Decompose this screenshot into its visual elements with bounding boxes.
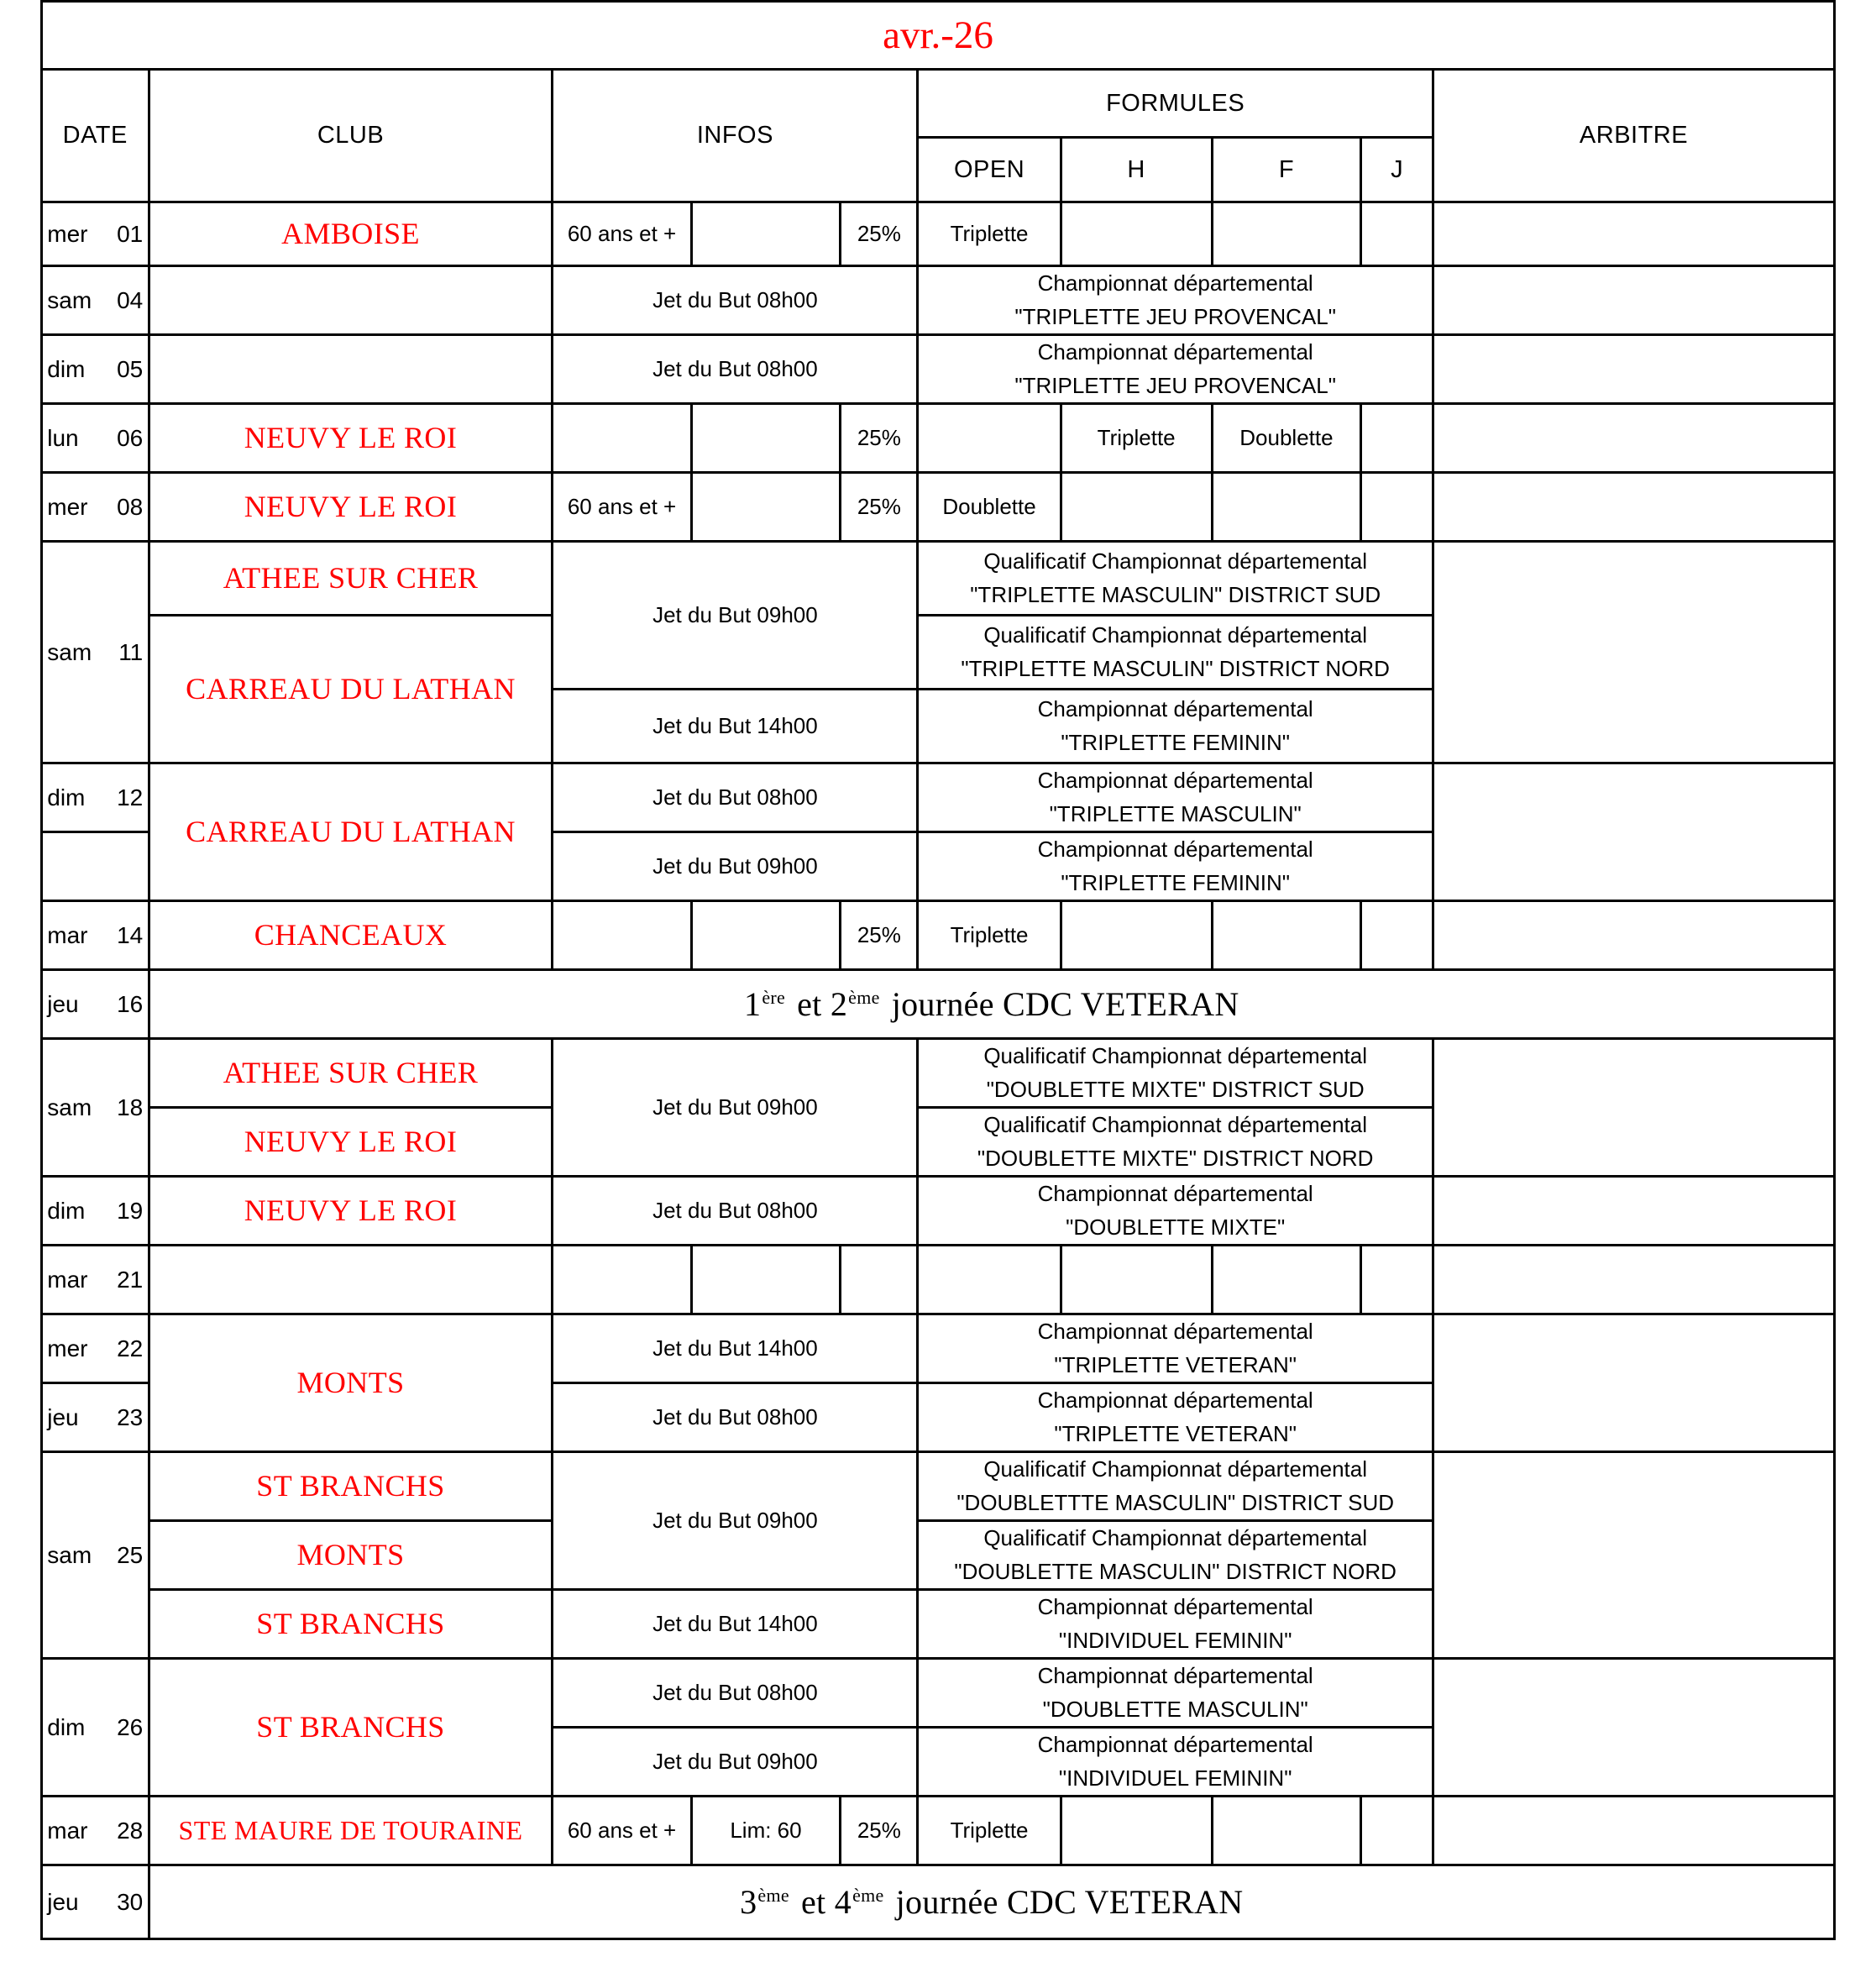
championship-cell (918, 1039, 1433, 1108)
championship-line1: Championnat départemental (1037, 1388, 1313, 1414)
formula-j (1361, 1797, 1433, 1865)
info-age: 60 ans et + (553, 1797, 691, 1865)
formula-h (1061, 901, 1212, 970)
championship-cell (918, 616, 1433, 690)
championship-cell (918, 763, 1433, 832)
championship-line1: Qualificatif Championnat départemental (983, 1525, 1368, 1551)
title-row (42, 2, 1835, 70)
info-limit (691, 901, 841, 970)
table-row (42, 1246, 1835, 1314)
arbitre-cell (1433, 901, 1835, 970)
arbitre-cell (1433, 1797, 1835, 1865)
date-day: 16 (117, 990, 144, 1017)
cdc-ordinal-1: ère (762, 986, 786, 1008)
cdc-number-1: 1 (744, 985, 762, 1024)
date-cell (42, 1246, 149, 1314)
formula-f (1212, 202, 1361, 266)
club-name: ST BRANCHS (149, 1659, 553, 1797)
info-merged: Jet du But 08h00 (553, 1659, 918, 1728)
table-row (42, 473, 1835, 542)
table-row (42, 542, 1835, 616)
table-row (42, 404, 1835, 473)
championship-line2: "DOUBLETTE MIXTE" (1066, 1214, 1286, 1240)
club-name: MONTS (149, 1521, 553, 1590)
championship-line2: "TRIPLETTE JEU PROVENCAL" (1014, 303, 1336, 329)
formula-f: Doublette (1212, 404, 1361, 473)
championship-line2: "INDIVIDUEL FEMININ" (1058, 1765, 1292, 1791)
club-name: NEUVY LE ROI (149, 473, 553, 542)
date-day: 21 (117, 1266, 144, 1293)
cdc-veteran-banner (149, 970, 1834, 1039)
table-row (42, 1797, 1835, 1865)
championship-cell (918, 1590, 1433, 1659)
date-cell (42, 763, 149, 832)
championship-cell (918, 335, 1433, 404)
date-cell (42, 335, 149, 404)
table-row (42, 901, 1835, 970)
info-age (553, 1246, 691, 1314)
championship-line1: Championnat départemental (1037, 1663, 1313, 1689)
date-weekday: sam (47, 1094, 92, 1120)
date-day: 22 (117, 1335, 144, 1361)
championship-cell (918, 1728, 1433, 1797)
championship-cell (918, 542, 1433, 616)
championship-line2: "DOUBLETTE MIXTE" DISTRICT NORD (977, 1145, 1374, 1171)
championship-line1: Championnat départemental (1037, 1732, 1313, 1758)
date-weekday: dim (47, 1713, 86, 1740)
date-day: 18 (117, 1094, 144, 1120)
formula-j (1361, 1246, 1433, 1314)
arbitre-cell (1433, 763, 1835, 901)
date-cell (42, 1797, 149, 1865)
championship-cell (918, 690, 1433, 763)
arbitre-cell (1433, 1039, 1835, 1177)
info-age (553, 404, 691, 473)
date-weekday: mar (47, 921, 88, 948)
championship-line1: Qualificatif Championnat départemental (983, 1456, 1368, 1482)
championship-cell (918, 1177, 1433, 1246)
date-day: 04 (117, 286, 144, 313)
championship-line2: "TRIPLETTE MASCULIN" DISTRICT NORD (961, 655, 1390, 681)
header-date: DATE (42, 70, 149, 202)
formula-open: Triplette (918, 901, 1061, 970)
formula-j (1361, 404, 1433, 473)
header-j: J (1361, 138, 1433, 202)
club-name: NEUVY LE ROI (149, 404, 553, 473)
cdc-conjunction: et (797, 985, 822, 1024)
championship-line2: "TRIPLETTE MASCULIN" DISTRICT SUD (970, 581, 1381, 607)
championship-line2: "DOUBLETTTE MASCULIN" DISTRICT SUD (956, 1489, 1395, 1515)
formula-open (918, 404, 1061, 473)
info-merged: Jet du But 08h00 (553, 763, 918, 832)
championship-cell (918, 1383, 1433, 1452)
date-cell-empty (42, 832, 149, 901)
date-day: 12 (117, 784, 144, 811)
info-merged: Jet du But 08h00 (553, 1177, 918, 1246)
table-row (42, 1659, 1835, 1728)
championship-line2: "TRIPLETTE FEMININ" (1061, 869, 1291, 895)
formula-j (1361, 473, 1433, 542)
header-open: OPEN (918, 138, 1061, 202)
cdc-number-2: 4 (834, 1883, 852, 1922)
cdc-number-2: 2 (830, 985, 848, 1024)
table-row (42, 1177, 1835, 1246)
club-name (149, 266, 553, 335)
date-day: 26 (117, 1713, 144, 1740)
info-percent: 25% (841, 901, 918, 970)
table-row (42, 1314, 1835, 1383)
club-name: CARREAU DU LATHAN (149, 616, 553, 763)
date-weekday: dim (47, 355, 86, 382)
championship-line2: "DOUBLETTE MASCULIN" (1042, 1696, 1308, 1722)
championship-cell (918, 1314, 1433, 1383)
championship-line2: "TRIPLETTE VETERAN" (1054, 1351, 1297, 1377)
formula-h: Triplette (1061, 404, 1212, 473)
header-f: F (1212, 138, 1361, 202)
formula-f (1212, 1797, 1361, 1865)
monthly-calendar-table (40, 0, 1836, 1940)
formula-open: Triplette (918, 1797, 1061, 1865)
header-club: CLUB (149, 70, 553, 202)
date-day: 30 (117, 1888, 144, 1915)
cdc-tail-text: journée CDC VETERAN (895, 1883, 1244, 1922)
formula-open: Triplette (918, 202, 1061, 266)
table-row (42, 1865, 1835, 1939)
date-weekday: sam (47, 638, 92, 665)
championship-line1: Championnat départemental (1037, 1181, 1313, 1207)
club-name (149, 335, 553, 404)
arbitre-cell (1433, 1659, 1835, 1797)
header-infos: INFOS (553, 70, 918, 202)
club-name: NEUVY LE ROI (149, 1108, 553, 1177)
info-limit (691, 1246, 841, 1314)
arbitre-cell (1433, 1452, 1835, 1659)
cdc-tail-text: journée CDC VETERAN (891, 985, 1239, 1024)
table-row (42, 266, 1835, 335)
arbitre-cell (1433, 335, 1835, 404)
championship-cell (918, 1452, 1433, 1521)
date-cell (42, 970, 149, 1039)
date-cell (42, 542, 149, 763)
club-name (149, 1246, 553, 1314)
table-row (42, 335, 1835, 404)
arbitre-cell (1433, 1246, 1835, 1314)
club-name: ST BRANCHS (149, 1452, 553, 1521)
date-weekday: dim (47, 784, 86, 811)
date-weekday: mar (47, 1817, 88, 1844)
championship-line2: "DOUBLETTE MASCULIN" DISTRICT NORD (954, 1558, 1397, 1584)
formula-f (1212, 473, 1361, 542)
date-weekday: lun (47, 424, 79, 451)
cdc-veteran-banner (149, 1865, 1834, 1939)
table-row (42, 970, 1835, 1039)
club-name: CARREAU DU LATHAN (149, 763, 553, 901)
info-age (553, 901, 691, 970)
table-row (42, 202, 1835, 266)
championship-cell (918, 1108, 1433, 1177)
info-limit (691, 473, 841, 542)
championship-line1: Qualificatif Championnat départemental (983, 1112, 1368, 1138)
championship-line1: Championnat départemental (1037, 1319, 1313, 1345)
date-cell (42, 266, 149, 335)
date-day: 28 (117, 1817, 144, 1844)
championship-cell (918, 832, 1433, 901)
month-title: avr.-26 (42, 2, 1835, 70)
date-day: 11 (118, 638, 144, 665)
cdc-number-1: 3 (740, 1883, 757, 1922)
formula-h (1061, 473, 1212, 542)
info-percent: 25% (841, 202, 918, 266)
championship-line1: Championnat départemental (1037, 837, 1313, 863)
championship-line1: Qualificatif Championnat départemental (983, 622, 1368, 648)
info-merged: Jet du But 09h00 (553, 542, 918, 690)
championship-line2: "DOUBLETTE MIXTE" DISTRICT SUD (986, 1076, 1365, 1102)
formula-open (918, 1246, 1061, 1314)
date-weekday: dim (47, 1197, 86, 1224)
championship-line1: Qualificatif Championnat départemental (983, 548, 1368, 574)
cdc-conjunction: et (800, 1883, 826, 1922)
championship-line1: Championnat départemental (1037, 1594, 1313, 1620)
info-percent (841, 1246, 918, 1314)
info-percent: 25% (841, 404, 918, 473)
formula-h (1061, 1797, 1212, 1865)
championship-cell (918, 266, 1433, 335)
championship-line2: "INDIVIDUEL FEMININ" (1058, 1627, 1292, 1653)
table-row (42, 1039, 1835, 1108)
championship-line1: Championnat départemental (1037, 270, 1313, 296)
info-limit (691, 404, 841, 473)
formula-f (1212, 1246, 1361, 1314)
header-arbitre: ARBITRE (1433, 70, 1835, 202)
arbitre-cell (1433, 1177, 1835, 1246)
formula-j (1361, 202, 1433, 266)
championship-line1: Qualificatif Championnat départemental (983, 1043, 1368, 1069)
date-weekday: jeu (47, 1888, 79, 1915)
table-row (42, 763, 1835, 832)
date-day: 23 (117, 1403, 144, 1430)
date-cell (42, 1039, 149, 1177)
date-cell (42, 1314, 149, 1383)
header-h: H (1061, 138, 1212, 202)
date-cell (42, 1865, 149, 1939)
arbitre-cell (1433, 266, 1835, 335)
date-weekday: jeu (47, 990, 79, 1017)
info-merged: Jet du But 09h00 (553, 1452, 918, 1590)
championship-cell (918, 1521, 1433, 1590)
championship-cell (918, 1659, 1433, 1728)
formula-h (1061, 1246, 1212, 1314)
date-weekday: jeu (47, 1403, 79, 1430)
info-limit (691, 202, 841, 266)
info-age: 60 ans et + (553, 202, 691, 266)
date-day: 19 (117, 1197, 144, 1224)
info-merged: Jet du But 08h00 (553, 266, 918, 335)
info-merged: Jet du But 14h00 (553, 690, 918, 763)
header-row-primary (42, 70, 1835, 138)
header-formules: FORMULES (918, 70, 1433, 138)
cdc-ordinal-2: ème (848, 986, 880, 1008)
date-weekday: sam (47, 1541, 92, 1568)
cdc-ordinal-2: ème (852, 1885, 884, 1907)
date-weekday: mer (47, 493, 88, 520)
info-merged: Jet du But 08h00 (553, 1383, 918, 1452)
date-cell (42, 202, 149, 266)
info-merged: Jet du But 09h00 (553, 832, 918, 901)
club-name: MONTS (149, 1314, 553, 1452)
date-weekday: mar (47, 1266, 88, 1293)
club-name: CHANCEAUX (149, 901, 553, 970)
club-name: ST BRANCHS (149, 1590, 553, 1659)
championship-line1: Championnat départemental (1037, 768, 1313, 794)
championship-line1: Championnat départemental (1037, 696, 1313, 722)
date-cell (42, 1452, 149, 1659)
table-row (42, 1452, 1835, 1521)
arbitre-cell (1433, 1314, 1835, 1452)
club-name: NEUVY LE ROI (149, 1177, 553, 1246)
info-percent: 25% (841, 1797, 918, 1865)
club-name: STE MAURE DE TOURAINE (149, 1797, 553, 1865)
date-cell (42, 473, 149, 542)
date-weekday: sam (47, 286, 92, 313)
info-merged: Jet du But 09h00 (553, 1728, 918, 1797)
date-day: 06 (117, 424, 144, 451)
date-weekday: mer (47, 220, 88, 247)
arbitre-cell (1433, 473, 1835, 542)
info-limit: Lim: 60 (691, 1797, 841, 1865)
formula-open: Doublette (918, 473, 1061, 542)
championship-line1: Championnat départemental (1037, 339, 1313, 365)
formula-j (1361, 901, 1433, 970)
date-day: 08 (117, 493, 144, 520)
info-merged: Jet du But 14h00 (553, 1314, 918, 1383)
date-weekday: mer (47, 1335, 88, 1361)
info-percent: 25% (841, 473, 918, 542)
championship-line2: "TRIPLETTE MASCULIN" (1049, 800, 1302, 826)
date-cell (42, 901, 149, 970)
club-name: AMBOISE (149, 202, 553, 266)
info-age: 60 ans et + (553, 473, 691, 542)
cdc-ordinal-1: ème (757, 1885, 789, 1907)
arbitre-cell (1433, 404, 1835, 473)
date-cell (42, 1659, 149, 1797)
info-merged: Jet du But 08h00 (553, 335, 918, 404)
date-day: 05 (117, 355, 144, 382)
info-merged: Jet du But 09h00 (553, 1039, 918, 1177)
info-merged: Jet du But 14h00 (553, 1590, 918, 1659)
club-name: ATHEE SUR CHER (149, 542, 553, 616)
formula-h (1061, 202, 1212, 266)
date-day: 14 (117, 921, 144, 948)
arbitre-cell (1433, 202, 1835, 266)
championship-line2: "TRIPLETTE VETERAN" (1054, 1420, 1297, 1446)
championship-line2: "TRIPLETTE FEMININ" (1061, 729, 1291, 755)
arbitre-cell (1433, 542, 1835, 763)
date-day: 01 (117, 220, 144, 247)
date-cell-highlight (42, 404, 149, 473)
formula-f (1212, 901, 1361, 970)
date-cell (42, 1177, 149, 1246)
club-name: ATHEE SUR CHER (149, 1039, 553, 1108)
date-day: 25 (117, 1541, 144, 1568)
championship-line2: "TRIPLETTE JEU PROVENCAL" (1014, 372, 1336, 398)
date-cell (42, 1383, 149, 1452)
